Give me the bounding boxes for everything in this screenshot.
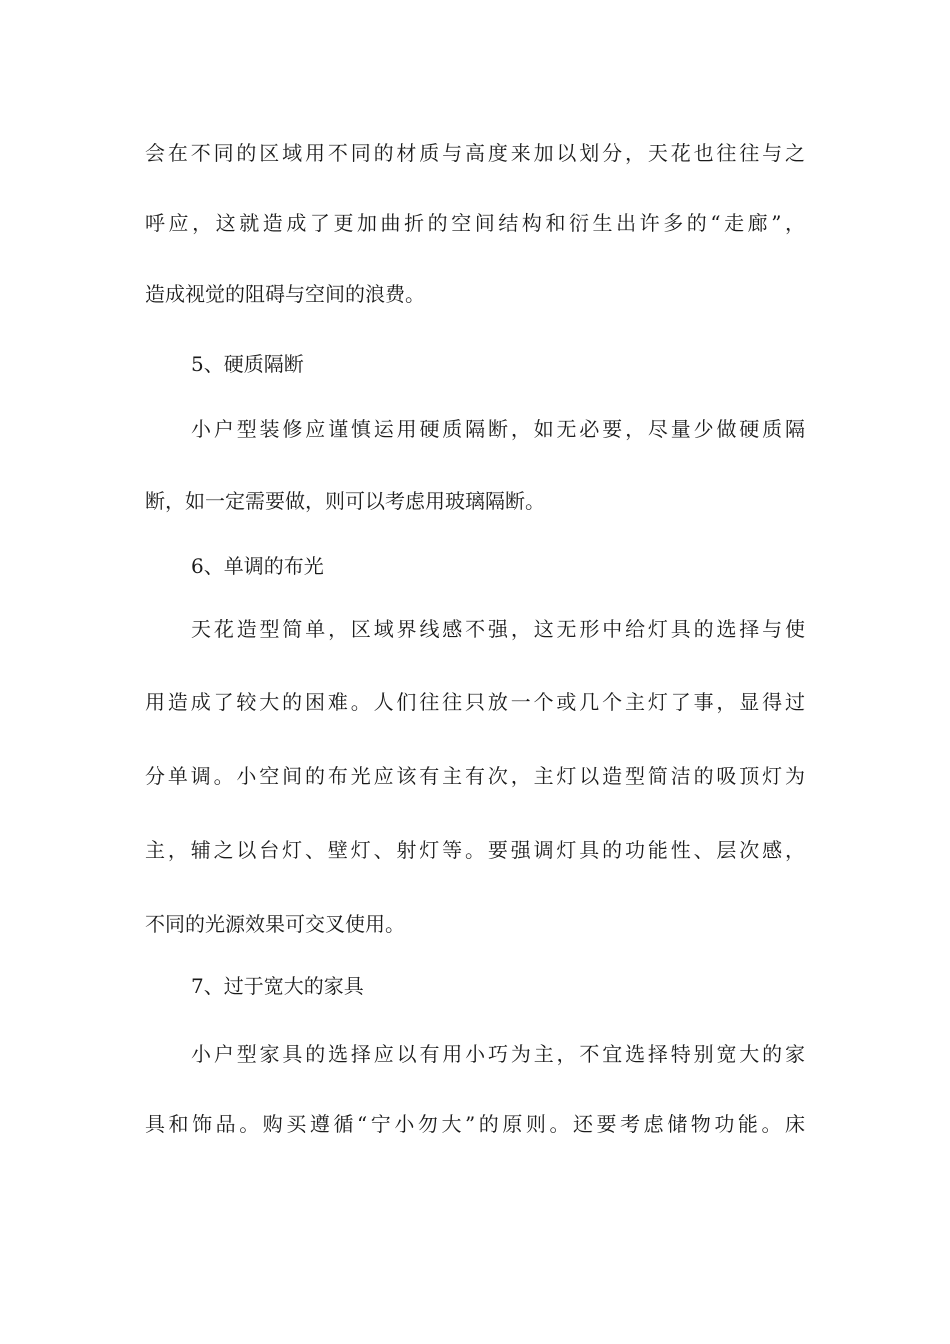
section-heading: 7、过于宽大的家具 xyxy=(191,974,364,998)
paragraph-line: 小户型装修应谨慎运用硬质隔断，如无必要，尽量少做硬质隔 xyxy=(191,417,805,441)
paragraph-line: 主，辅之以台灯、壁灯、射灯等。要强调灯具的功能性、层次感， xyxy=(145,838,805,862)
paragraph-line: 小户型家具的选择应以有用小巧为主，不宜选择特别宽大的家 xyxy=(191,1042,805,1066)
paragraph-line: 造成视觉的阻碍与空间的浪费。 xyxy=(145,282,425,306)
paragraph-line: 断，如一定需要做，则可以考虑用玻璃隔断。 xyxy=(145,489,545,513)
paragraph-line: 天花造型简单，区域界线感不强，这无形中给灯具的选择与使 xyxy=(191,617,805,641)
paragraph-line: 用造成了较大的困难。人们往往只放一个或几个主灯了事，显得过 xyxy=(145,690,805,714)
paragraph-line: 分单调。小空间的布光应该有主有次，主灯以造型简洁的吸顶灯为 xyxy=(145,764,805,788)
paragraph-line: 具和饰品。购买遵循“宁小勿大”的原则。还要考虑储物功能。床 xyxy=(145,1112,805,1136)
paragraph-line: 会在不同的区域用不同的材质与高度来加以划分，天花也往往与之 xyxy=(145,141,805,165)
section-heading: 6、单调的布光 xyxy=(191,554,324,578)
section-heading: 5、硬质隔断 xyxy=(191,352,304,376)
paragraph-line: 不同的光源效果可交叉使用。 xyxy=(145,912,405,936)
paragraph-line: 呼应，这就造成了更加曲折的空间结构和衍生出许多的“走廊”， xyxy=(145,211,805,235)
